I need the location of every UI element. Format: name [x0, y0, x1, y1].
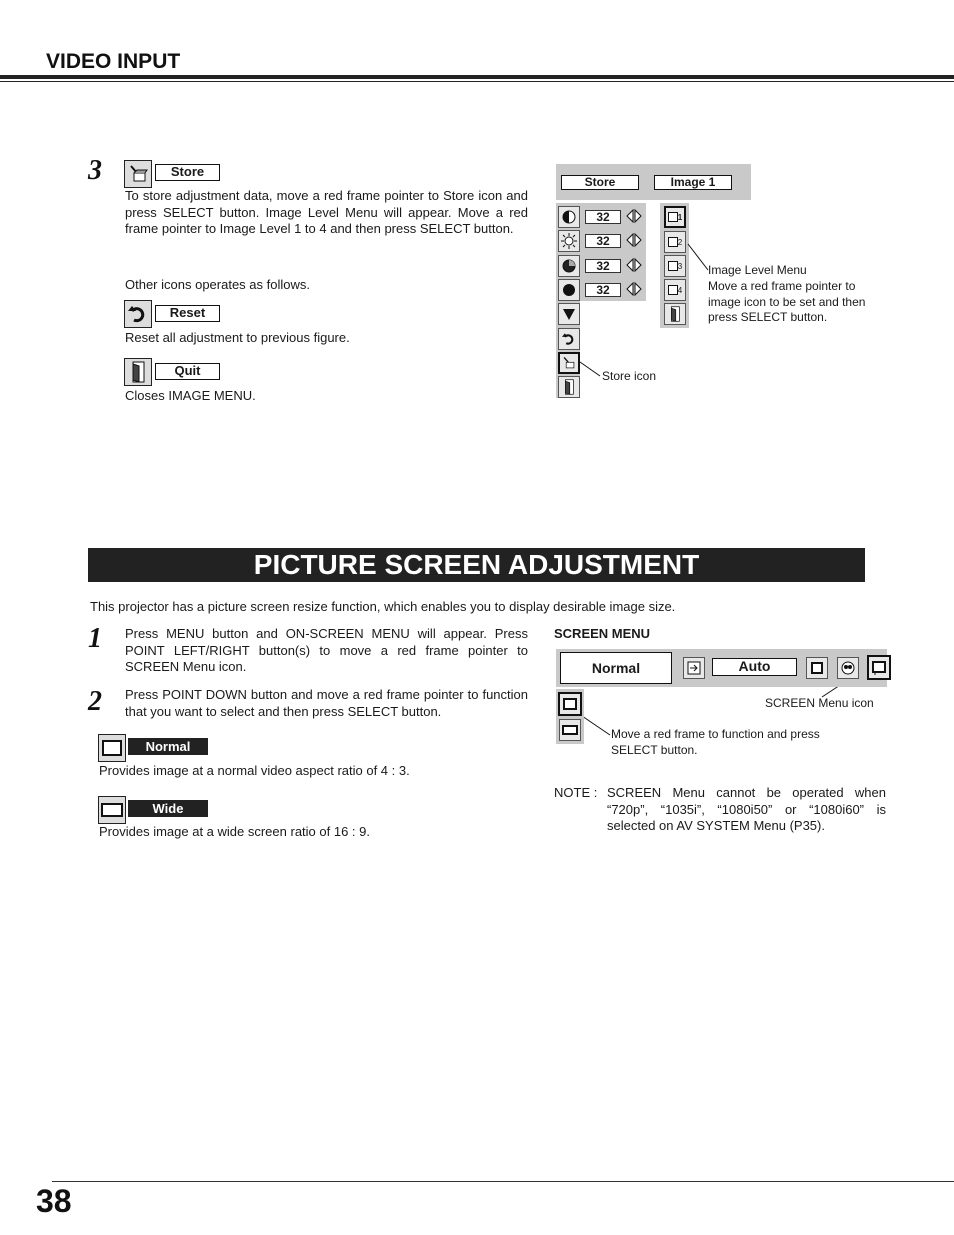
image-level-number: 4: [677, 285, 683, 295]
quit-label: Quit: [155, 363, 220, 380]
step-text: Press POINT DOWN button and move a red frame pointer to function that you want to select and then press SELECT button.: [125, 687, 528, 719]
brightness-value: 32: [585, 234, 621, 248]
mode-field: Normal: [560, 652, 672, 684]
step-number: 1: [88, 623, 102, 654]
wide-icon: [98, 796, 126, 824]
wide-label: Wide: [128, 800, 208, 817]
normal-description: Provides image at a normal video aspect ratio of 4 : 3.: [99, 763, 410, 778]
normal-icon: [98, 734, 126, 762]
reset-label: Reset: [155, 305, 220, 322]
wide-icon: [559, 719, 581, 741]
note-text: SCREEN Menu cannot be operated when “720p”, “1035i”, “1080i50” or “1080i60” is selected on AV SYSTEM Menu (P35).: [607, 785, 886, 833]
image-level-number: 3: [677, 261, 683, 271]
note-prefix: NOTE :: [554, 785, 598, 800]
store-label: Store: [155, 164, 220, 181]
contrast-value: 32: [585, 210, 621, 224]
quit-description: Closes IMAGE MENU.: [125, 388, 256, 403]
step-number: 2: [88, 686, 102, 717]
other-icons-text: Other icons operates as follows.: [125, 277, 310, 292]
color-value: 32: [585, 259, 621, 273]
section-banner: PICTURE SCREEN ADJUSTMENT: [88, 548, 865, 582]
image-level-number: 1: [677, 212, 683, 222]
input-icon: [683, 657, 705, 679]
page-number: 38: [36, 1183, 72, 1219]
step-text: Press MENU button and ON-SCREEN MENU will appear. Press POINT LEFT/RIGHT button(s) to move a red frame pointer to SCREEN Menu icon.: [125, 626, 528, 674]
tint-value: 32: [585, 283, 621, 297]
screen-menu-icon: [867, 655, 891, 680]
normal-label: Normal: [128, 738, 208, 755]
screen-icon-callout: SCREEN Menu icon: [765, 696, 874, 710]
step-number: 3: [88, 155, 102, 186]
image-field: Image 1: [654, 175, 732, 190]
image-level-number: 2: [677, 237, 683, 247]
setting-icon: [837, 657, 859, 679]
auto-field: Auto: [712, 658, 797, 676]
image-level-callout-text: Move a red frame pointer to image icon to be set and then press SELECT button.: [708, 279, 866, 324]
store-icon-callout: Store icon: [602, 369, 657, 383]
frame-callout: Move a red frame to function and press SELECT button.: [611, 727, 820, 757]
screen-menu-title: SCREEN MENU: [554, 626, 651, 641]
footer-rule: [52, 1181, 954, 1182]
store-field: Store: [561, 175, 639, 190]
reset-description: Reset all adjustment to previous figure.: [125, 330, 350, 345]
image-icon: [806, 657, 828, 679]
image-level-callout-title: Image Level Menu: [708, 263, 807, 277]
normal-icon: [558, 692, 582, 716]
wide-description: Provides image at a wide screen ratio of 16 : 9.: [99, 824, 370, 839]
store-description: To store adjustment data, move a red frame pointer to Store icon and press SELECT button. Image Level Menu will appear. Move a red frame pointer to Image Level 1 to 4 and then press SELECT button.: [125, 188, 528, 236]
section-title: VIDEO INPUT: [46, 50, 181, 73]
intro-text: This projector has a picture screen resize function, which enables you to display desirable image size.: [90, 599, 676, 614]
